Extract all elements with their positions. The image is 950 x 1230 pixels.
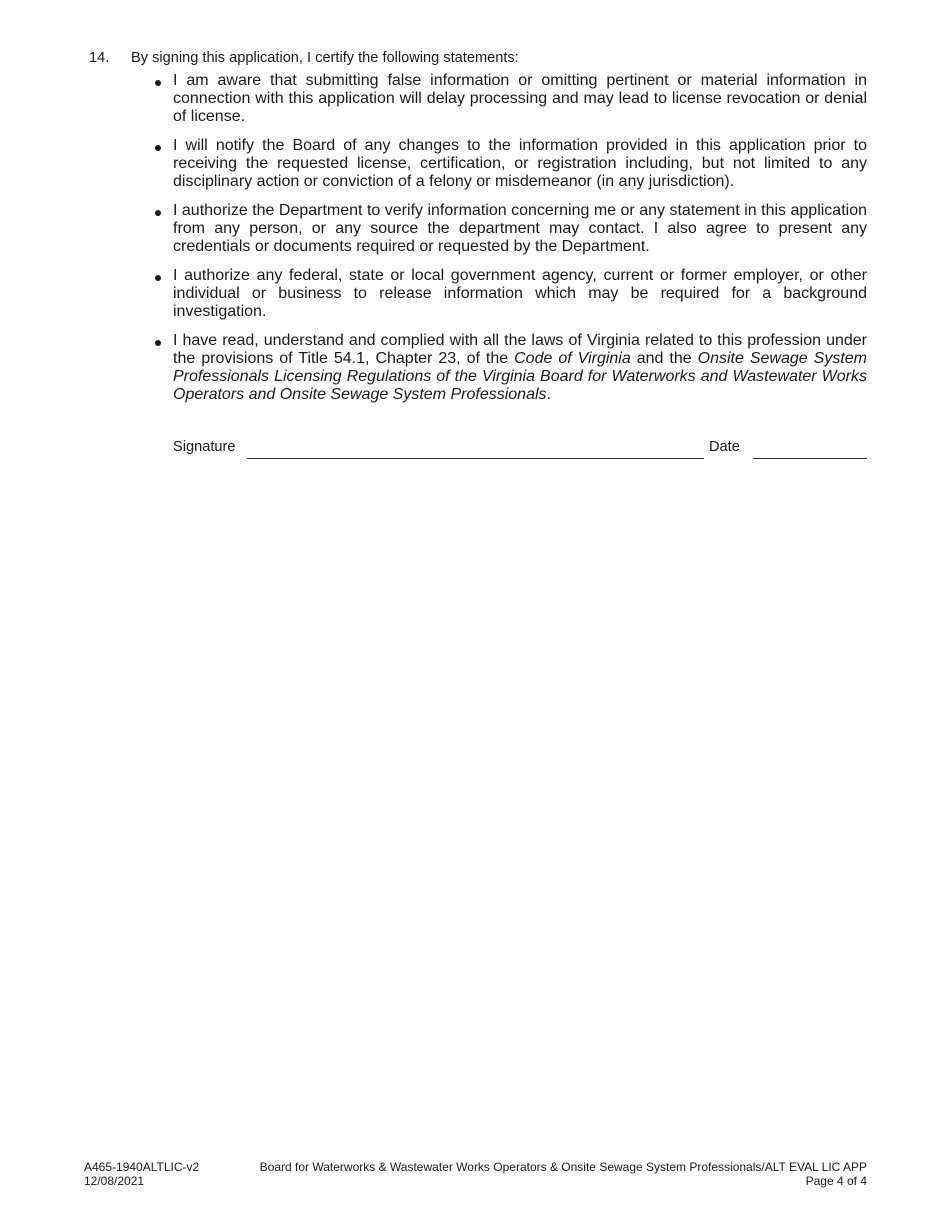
item-number: 14. [89, 50, 110, 66]
bullet-icon [155, 340, 161, 346]
statement-text: I authorize any federal, state or local government agency, current or former employer, or other individual or business to release information which may be required for a background investigation. [173, 267, 867, 320]
form-title: Board for Waterworks & Wastewater Works Operators & Onsite Sewage System Professionals/ALT EVAL LIC APP [259, 1160, 867, 1174]
bullet-icon [155, 210, 161, 216]
certification-statement [173, 332, 867, 404]
signature-line[interactable] [247, 458, 704, 459]
bullet-icon [155, 275, 161, 281]
signature-row [173, 437, 867, 461]
form-date: 12/08/2021 [84, 1174, 145, 1188]
page-number: Page 4 of 4 [805, 1174, 867, 1188]
footer-right [260, 1160, 867, 1188]
statement-italic-text: Code of Virginia [514, 350, 631, 367]
footer-left [84, 1160, 199, 1188]
statement-text: I authorize the Department to verify information concerning me or any statement in this application from any person, or any source the department may contact. I also agree to present any credentials or documents required or requested by the Department. [173, 202, 867, 255]
item-heading: By signing this application, I certify the following statements: [131, 50, 519, 66]
certification-list [173, 72, 867, 415]
form-id: A465-1940ALTLIC-v2 [84, 1160, 200, 1174]
certification-statement [173, 202, 867, 256]
date-label: Date [709, 439, 740, 455]
signature-label: Signature [173, 439, 236, 455]
certification-statement [173, 267, 867, 321]
statement-text: . [546, 386, 551, 403]
statement-italic-text: Onsite Sewage System Professionals Licensing Regulations of the Virginia Board for Waterworks and Wastewater Works Operators and Onsite Sewage System Professionals [173, 350, 868, 403]
statement-text: I will notify the Board of any changes to the information provided in this application prior to receiving the requested license, certification, or registration including, but not limited to any disciplinary action or conviction of a felony or misdemeanor (in any jurisdiction). [173, 137, 867, 190]
bullet-icon [155, 80, 161, 86]
certification-statement [173, 137, 867, 191]
date-line[interactable] [753, 458, 867, 459]
statement-text: and the [630, 350, 698, 367]
statement-text: I have read, understand and complied with all the laws of Virginia related to this profession under the provisions of Title 54.1, Chapter 23, of the [173, 332, 867, 367]
statement-text: I am aware that submitting false information or omitting pertinent or material information in connection with this application will delay processing and may lead to license revocation or denial of license. [173, 72, 867, 125]
bullet-icon [155, 145, 161, 151]
certification-statement [173, 72, 867, 126]
